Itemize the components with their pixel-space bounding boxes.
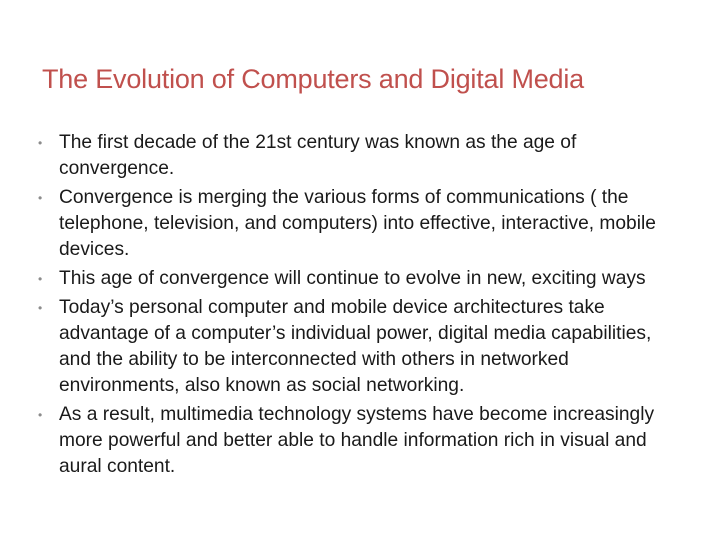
bullet-item (38, 402, 688, 480)
bullet-text: This age of convergence will continue to evolve in new, exciting ways (59, 268, 646, 289)
bullet-text: The first decade of the 21st century was known as the age of convergence. (59, 132, 577, 179)
bullet-list (38, 130, 688, 483)
bullet-item (38, 130, 688, 182)
bullet-text: Today’s personal computer and mobile device architectures take advantage of a computer’s individual power, digital media capabilities, and the ability to be interconnected with others in networked environments, also known as social networking. (59, 297, 652, 396)
slide-title: The Evolution of Computers and Digital Media (42, 64, 584, 94)
bullet-icon: • (38, 272, 43, 286)
bullet-text: Convergence is merging the various forms of communications ( the telephone, television, and computers) into effective, interactive, mobile devices. (59, 187, 656, 260)
bullet-item (38, 266, 688, 292)
bullet-item (38, 185, 688, 263)
bullet-icon: • (38, 408, 43, 422)
bullet-icon: • (38, 136, 43, 150)
bullet-text: As a result, multimedia technology systems have become increasingly more powerful and better able to handle information rich in visual and aural content. (59, 404, 655, 477)
bullet-item (38, 295, 688, 399)
bullet-icon: • (38, 301, 43, 315)
bullet-icon: • (38, 191, 43, 205)
